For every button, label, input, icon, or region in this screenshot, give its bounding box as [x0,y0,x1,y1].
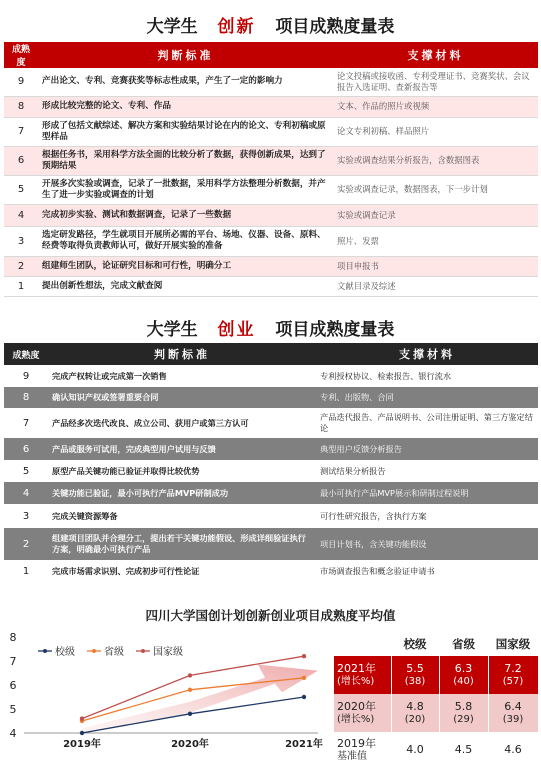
summary-growth: (20) [404,713,426,725]
level-cell: 6 [4,438,48,460]
data-point [188,688,192,692]
summary-value: 5.8 [454,699,473,713]
summary-cell [439,656,488,694]
y-tick-label: 6 [9,679,17,692]
innovation-title [0,12,541,37]
criteria-cell: 开展多次实验或调查，记录了一批数据，采用科学方法整理分析数据，并产生了进一步实验或调查的计划 [38,175,333,204]
header-evidence: 支撑材料 [316,343,538,365]
summary-row-2019 [334,733,538,766]
summary-cell [488,694,538,733]
legend-label: 校级 [55,647,75,658]
summary-year-cell [334,733,391,766]
summary-value: 4.0 [406,743,424,756]
table-row [4,387,538,408]
summary-header-national: 国家级 [495,637,531,651]
summary-note: (增长%) [337,713,375,725]
evidence-cell: 典型用户反馈分析报告 [316,438,538,460]
data-point [80,716,84,720]
evidence-cell: 最小可执行产品MVP展示和研制过程说明 [316,482,538,504]
summary-cell [488,733,538,766]
evidence-cell: 论文专利初稿、样品照片 [333,117,538,146]
header-level: 成熟度 [4,42,38,68]
summary-cell [391,733,439,766]
criteria-cell: 组建师生团队，论证研究目标和可行性，明确分工 [38,256,333,276]
growth-arrow-icon [82,665,318,733]
summary-year: 2021年 [337,661,376,675]
evidence-cell: 专利授权协议、检索报告、银行流水 [316,365,538,387]
table-row [4,408,538,438]
evidence-cell: 照片、发票 [333,226,538,256]
criteria-cell: 原型产品关键功能已验证并取得比较优势 [48,460,316,482]
innovation-table [4,42,538,297]
evidence-cell: 产品迭代报告、产品说明书、公司注册证明、第三方鉴定结论 [316,408,538,438]
summary-row-2020 [334,694,538,733]
entrepreneurship-title [0,315,541,340]
evidence-cell: 市场调查报告和概念验证申请书 [316,560,538,582]
criteria-cell: 提出创新性想法，完成文献查阅 [38,276,333,296]
summary-year: 2019年 [337,736,376,750]
criteria-cell: 形成了包括文献综述、解决方案和实验结果讨论在内的论文、专利初稿或原型样品 [38,117,333,146]
summary-value: 5.5 [406,661,424,675]
summary-title: 四川大学国创计划创新创业项目成熟度平均值 [145,608,396,623]
criteria-cell: 完成产权转让或完成第一次销售 [48,365,316,387]
table-row [4,175,538,204]
level-cell: 4 [4,482,48,504]
entrepreneurship-title-pre: 大学生 [146,320,198,340]
table-row [4,256,538,276]
table-row [4,504,538,528]
summary-growth: (57) [502,675,524,687]
summary-value: 7.2 [504,661,522,675]
criteria-cell: 产出论文、专利、竞赛获奖等标志性成果，产生了一定的影响力 [38,68,333,96]
summary-growth: (38) [404,675,426,687]
criteria-cell: 完成初步实验、测试和数据调查，记录了一些数据 [38,204,333,226]
evidence-cell: 专利、出版物、合同 [316,387,538,408]
level-cell: 7 [4,408,48,438]
level-cell: 5 [4,460,48,482]
table-row [4,276,538,296]
summary-table [334,632,539,766]
summary-header-province: 省级 [452,637,475,651]
summary-cell [488,656,538,694]
table-row [4,560,538,582]
level-cell: 9 [4,365,48,387]
summary-cell [439,733,488,766]
summary-value: 4.8 [406,699,424,713]
summary-year-cell [334,694,391,733]
x-tick-label: 2021年 [285,739,323,750]
summary-cell [439,694,488,733]
legend-marker [92,649,96,653]
summary-growth: (40) [453,675,474,687]
criteria-cell: 确认知识产权或签署重要合同 [48,387,316,408]
header-level: 成熟度 [4,343,48,365]
table-row [4,68,538,96]
innovation-title-highlight: 创新 [217,17,256,37]
table-row [4,146,538,175]
level-cell: 3 [4,504,48,528]
header-evidence: 支撑材料 [333,42,538,68]
summary-note: (增长%) [337,675,375,687]
criteria-cell: 根据任务书，采用科学方法全面的比较分析了数据，获得创新成果，达到了预期结果 [38,146,333,175]
evidence-cell: 实验或调查记录 [333,204,538,226]
evidence-cell: 文本、作品的照片或视频 [333,96,538,117]
evidence-cell: 实验或调查结果分析报告，含数据图表 [333,146,538,175]
entrepreneurship-title-post: 项目成熟度量表 [275,320,395,340]
evidence-cell: 实验或调查记录，数据图表，下一步计划 [333,175,538,204]
evidence-cell: 文献目录及综述 [333,276,538,296]
innovation-title-post: 项目成熟度量表 [275,17,395,37]
level-cell: 1 [4,276,38,296]
summary-growth: (39) [502,713,524,725]
entrepreneurship-table-header [4,343,538,365]
level-cell: 9 [4,68,38,96]
criteria-cell: 选定研发路径，学生就项目开展所必需的平台、场地、仪器、设备、原料、经费等取得负责教师认可，做好开展实验的准备 [38,226,333,256]
level-cell: 8 [4,96,38,117]
table-row [4,117,538,146]
level-cell: 7 [4,117,38,146]
evidence-cell: 测试结果分析报告 [316,460,538,482]
level-cell: 6 [4,146,38,175]
criteria-cell: 形成比较完整的论文、专利、作品 [38,96,333,117]
summary-value: 4.5 [454,743,473,756]
data-point [302,676,306,680]
data-point [302,654,306,658]
summary-header-blank [334,632,391,656]
legend-label: 国家级 [153,647,183,658]
evidence-cell: 项目申报书 [333,256,538,276]
summary-header-school: 校级 [403,637,427,651]
summary-note: 基准值 [337,750,367,762]
level-cell: 3 [4,226,38,256]
data-point [80,731,84,735]
evidence-cell: 项目计划书，含关键功能假设 [316,528,538,560]
entrepreneurship-table [4,343,538,582]
summary-growth: (29) [453,713,474,725]
criteria-cell: 产品经多次迭代改良、成立公司、获用户或第三方认可 [48,408,316,438]
summary-value: 6.3 [454,661,473,675]
y-tick-label: 4 [9,727,17,740]
summary-cell [391,694,439,733]
header-criteria: 判断标准 [38,42,333,68]
summary-row-2021 [334,656,538,694]
table-row [4,528,538,560]
legend-label: 省级 [104,647,124,658]
x-tick-label: 2020年 [171,739,209,750]
legend-marker [43,649,47,653]
summary-year: 2020年 [337,699,376,713]
summary-cell [391,656,439,694]
legend-marker [141,649,145,653]
level-cell: 4 [4,204,38,226]
criteria-cell: 关键功能已验证，最小可执行产品MVP研制成功 [48,482,316,504]
maturity-line-chart [0,625,330,760]
summary-value: 4.6 [504,743,522,756]
level-cell: 2 [4,256,38,276]
x-tick-label: 2019年 [63,739,101,750]
criteria-cell: 完成市场需求识别、完成初步可行性论证 [48,560,316,582]
criteria-cell: 产品或服务可试用，完成典型用户试用与反馈 [48,438,316,460]
innovation-title-pre: 大学生 [146,17,198,37]
evidence-cell: 论文投稿或接收函、专利受理证书、竞赛奖状、会议报告入选证明、查新报告等 [333,68,538,96]
evidence-cell: 可行性研究报告，含执行方案 [316,504,538,528]
entrepreneurship-title-highlight: 创业 [217,320,256,340]
table-row [4,460,538,482]
table-row [4,365,538,387]
y-tick-label: 8 [9,631,17,644]
table-row [4,204,538,226]
level-cell: 5 [4,175,38,204]
data-point [188,673,192,677]
y-tick-label: 5 [9,703,17,716]
level-cell: 2 [4,528,48,560]
table-row [4,226,538,256]
y-tick-label: 7 [9,655,17,668]
criteria-cell: 组建项目团队并合理分工，提出若干关键功能假设、形成详细验证执行方案，明确最小可执行产品 [48,528,316,560]
table-row [4,482,538,504]
data-point [188,712,192,716]
level-cell: 8 [4,387,48,408]
criteria-cell: 完成关键资源筹备 [48,504,316,528]
summary-value: 6.4 [504,699,522,713]
header-criteria: 判断标准 [48,343,316,365]
level-cell: 1 [4,560,48,582]
innovation-table-header [4,42,538,68]
table-row [4,438,538,460]
table-row [4,96,538,117]
summary-year-cell [334,656,391,694]
summary-header [334,632,538,656]
data-point [302,695,306,699]
